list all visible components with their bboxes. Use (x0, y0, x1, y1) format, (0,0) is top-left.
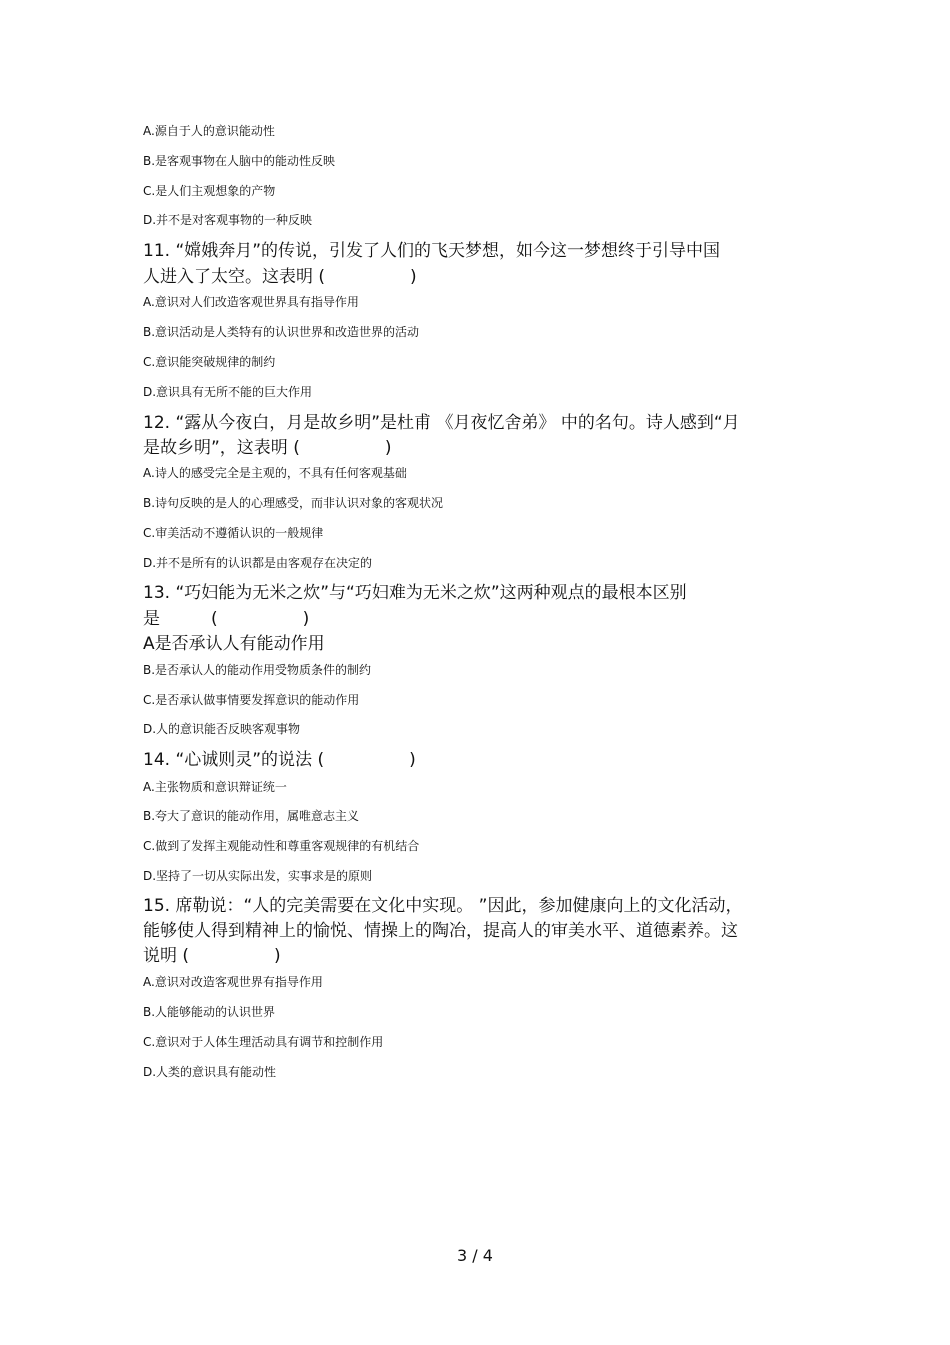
q14-option-c: C.做到了发挥主观能动性和尊重客观规律的有机结合 (143, 839, 420, 853)
q15-option-d: D.人类的意识具有能动性 (143, 1065, 277, 1079)
q11-option-c: C.意识能突破规律的制约 (143, 355, 276, 369)
q13-stem-line2: 是 ( ) (143, 609, 310, 629)
q12-option-b: B.诗句反映的是人的心理感受，而非认识对象的客观状况 (143, 496, 444, 510)
q10-option-b: B.是客观事物在人脑中的能动性反映 (143, 154, 336, 168)
q12-option-d: D.并不是所有的认识都是由客观存在决定的 (143, 556, 373, 570)
q14-stem-line1: 14. “心诚则灵”的说法 ( ) (143, 750, 416, 770)
q12-stem-line1: 12. “露从今夜白，月是故乡明”是杜甫 《月夜忆舍弟》 中的名句。诗人感到“月 (143, 413, 740, 433)
q13-option-c: C.是否承认做事情要发挥意识的能动作用 (143, 693, 360, 707)
q11-option-b: B.意识活动是人类特有的认识世界和改造世界的活动 (143, 325, 420, 339)
q15-option-a: A.意识对改造客观世界有指导作用 (143, 975, 323, 989)
q12-option-a: A.诗人的感受完全是主观的，不具有任何客观基础 (143, 466, 407, 480)
q13-option-b: B.是否承认人的能动作用受物质条件的制约 (143, 663, 372, 677)
q11-option-a: A.意识对人们改造客观世界具有指导作用 (143, 295, 359, 309)
q13-stem-line1: 13. “巧妇能为无米之炊”与“巧妇难为无米之炊”这两种观点的最根本区别 (143, 583, 687, 603)
q13-option-d: D.人的意识能否反映客观事物 (143, 722, 301, 736)
q10-option-a: A.源自于人的意识能动性 (143, 124, 275, 138)
q11-stem-line2: 人进入了太空。这表明 ( ) (143, 267, 417, 287)
q15-option-b: B.人能够能动的认识世界 (143, 1005, 276, 1019)
q11-stem-line1: 11. “嫦娥奔月”的传说，引发了人们的飞天梦想，如今这一梦想终于引导中国 (143, 241, 721, 261)
q15-stem-line2: 能够使人得到精神上的愉悦、情操上的陶冶，提高人的审美水平、道德素养。这 (143, 921, 738, 941)
q14-option-a: A.主张物质和意识辩证统一 (143, 780, 287, 794)
q14-option-d: D.坚持了一切从实际出发，实事求是的原则 (143, 869, 373, 883)
q11-option-d: D.意识具有无所不能的巨大作用 (143, 385, 313, 399)
q13-option-a: A是否承认人有能动作用 (143, 634, 325, 654)
q10-option-c: C.是人们主观想象的产物 (143, 184, 276, 198)
q15-stem-line3: 说明 ( ) (143, 946, 281, 966)
q14-option-b: B.夸大了意识的能动作用，属唯意志主义 (143, 809, 360, 823)
q12-option-c: C.审美活动不遵循认识的一般规律 (143, 526, 324, 540)
q15-stem-line1: 15. 席勒说：“人的完美需要在文化中实现。 ”因此，参加健康向上的文化活动， (143, 896, 743, 916)
q12-stem-line2: 是故乡明”，这表明 ( ) (143, 438, 392, 458)
q10-option-d: D.并不是对客观事物的一种反映 (143, 213, 313, 227)
q15-option-c: C.意识对于人体生理活动具有调节和控制作用 (143, 1035, 384, 1049)
page-number: 3 / 4 (457, 1246, 493, 1265)
